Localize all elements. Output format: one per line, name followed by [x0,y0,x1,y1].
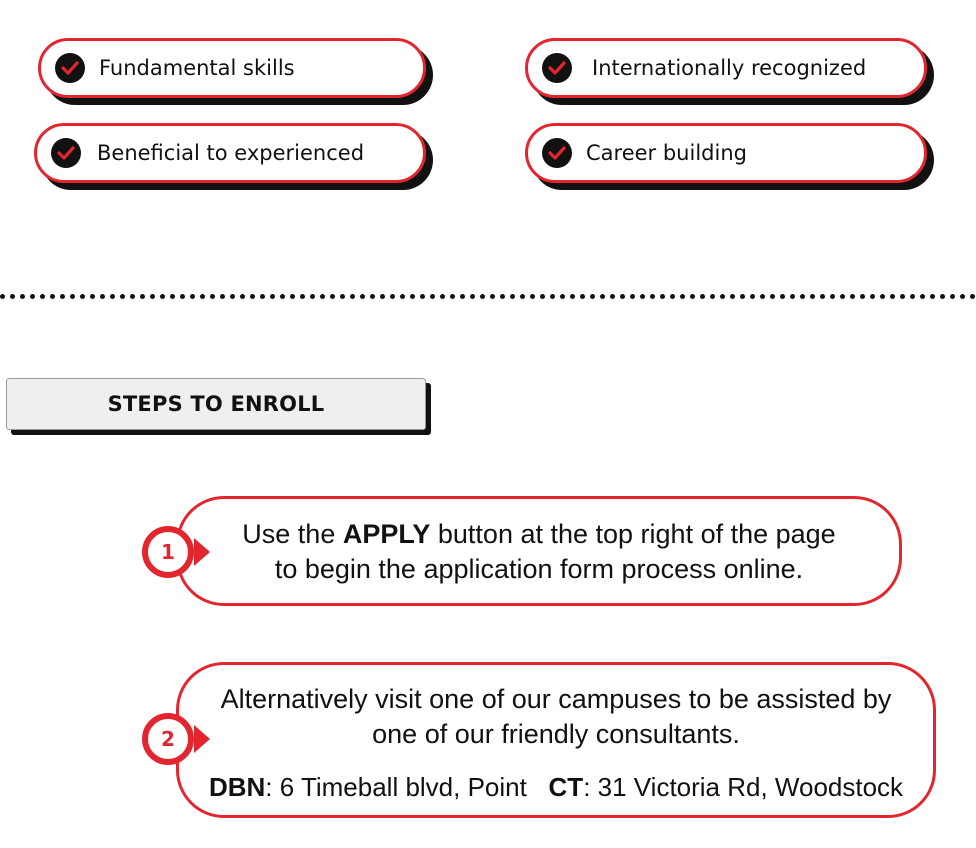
campus-dbn-label: DBN [208,772,266,802]
steps-heading: STEPS TO ENROLL [107,392,325,416]
step-1-suffix: button at the top right of the page [430,519,836,549]
check-circle-icon [542,138,572,168]
step-1-prefix: Use the [242,519,343,549]
step-2-line-2: one of our friendly consultants. [372,719,740,749]
step-1-line-2: to begin the application form process online. [274,554,804,584]
section-divider [0,294,976,299]
benefit-label: Internationally recognized [592,56,867,80]
step-2-bubble [176,662,936,818]
step-1-number-badge: 1 [142,526,194,578]
check-circle-icon [55,53,85,83]
benefit-internationally-recognized [525,38,927,98]
campus-ct-label: CT [548,772,584,802]
apply-keyword: APPLY [342,519,431,549]
campus-dbn-address: : 6 Timeball blvd, Point [265,772,527,802]
check-circle-icon [51,138,81,168]
step-1-pointer [194,538,210,566]
campus-addresses [179,770,933,805]
check-circle-icon [542,53,572,83]
benefit-label: Fundamental skills [99,56,295,80]
benefit-label: Beneficial to experienced [97,141,365,165]
benefit-career-building [525,123,927,183]
steps-heading-box [6,378,426,430]
step-1-line-1 [179,517,899,552]
campus-ct-address: : 31 Victoria Rd, Woodstock [583,772,904,802]
benefit-beneficial-to-experienced [34,123,426,183]
step-2-line-1: Alternatively visit one of our campuses to be assisted by [220,684,892,714]
step-2-number-badge: 2 [142,713,194,765]
step-1-bubble [176,496,902,606]
benefit-fundamental-skills [38,38,426,98]
step-2-pointer [194,725,210,753]
benefit-label: Career building [586,141,747,165]
